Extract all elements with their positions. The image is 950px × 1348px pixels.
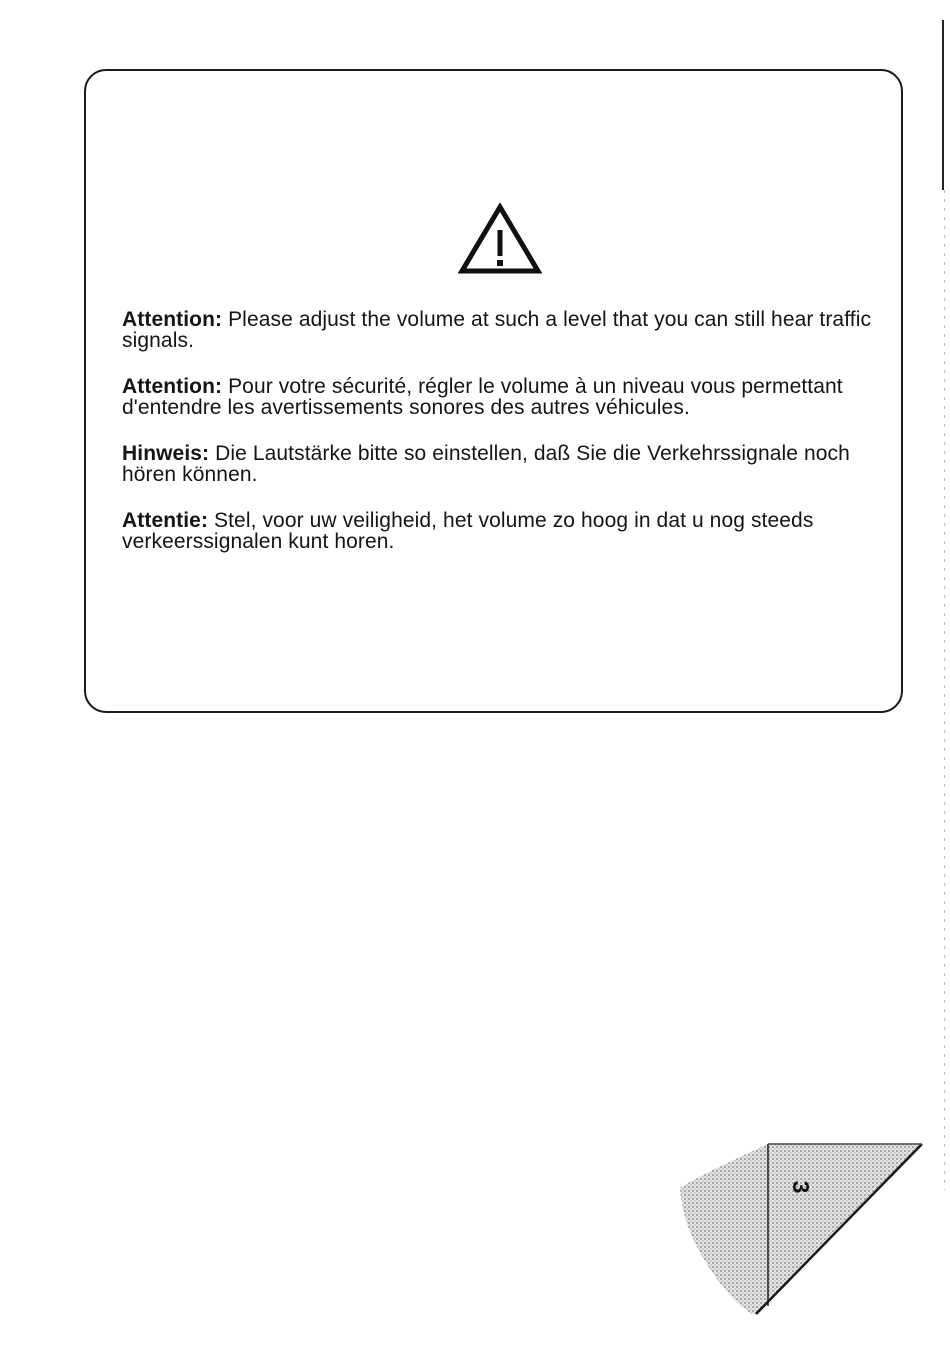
warning-triangle-icon: [458, 203, 542, 275]
page-number: 3: [788, 1180, 814, 1194]
notice-dutch-lead: Attentie:: [122, 509, 209, 532]
binding-edge-faint: [944, 190, 945, 1190]
notice-english-text: Please adjust the volume at such a level that you can still hear traffic signals.: [122, 308, 872, 352]
notice-dutch: [122, 510, 897, 552]
page-tab: [672, 1138, 928, 1318]
notice-german-text: Die Lautstärke bitte so einstellen, daß Sie die Verkehrssignale noch hören können.: [122, 442, 850, 486]
binding-edge: [942, 20, 944, 190]
notice-german: [122, 443, 897, 485]
notice-dutch-text: Stel, voor uw veiligheid, het volume zo hoog in dat u nog steeds verkeerssignalen kunt horen.: [122, 509, 814, 553]
notice-french-lead: Attention:: [122, 375, 223, 398]
notice-german-lead: Hinweis:: [122, 442, 210, 465]
notice-french-text: Pour votre sécurité, régler le volume à un niveau vous permettant d'entendre les avertissements sonores des autres véhicules.: [122, 375, 843, 419]
notice-english: [122, 309, 897, 351]
notice-french: [122, 376, 897, 418]
notice-english-lead: Attention:: [122, 308, 223, 331]
